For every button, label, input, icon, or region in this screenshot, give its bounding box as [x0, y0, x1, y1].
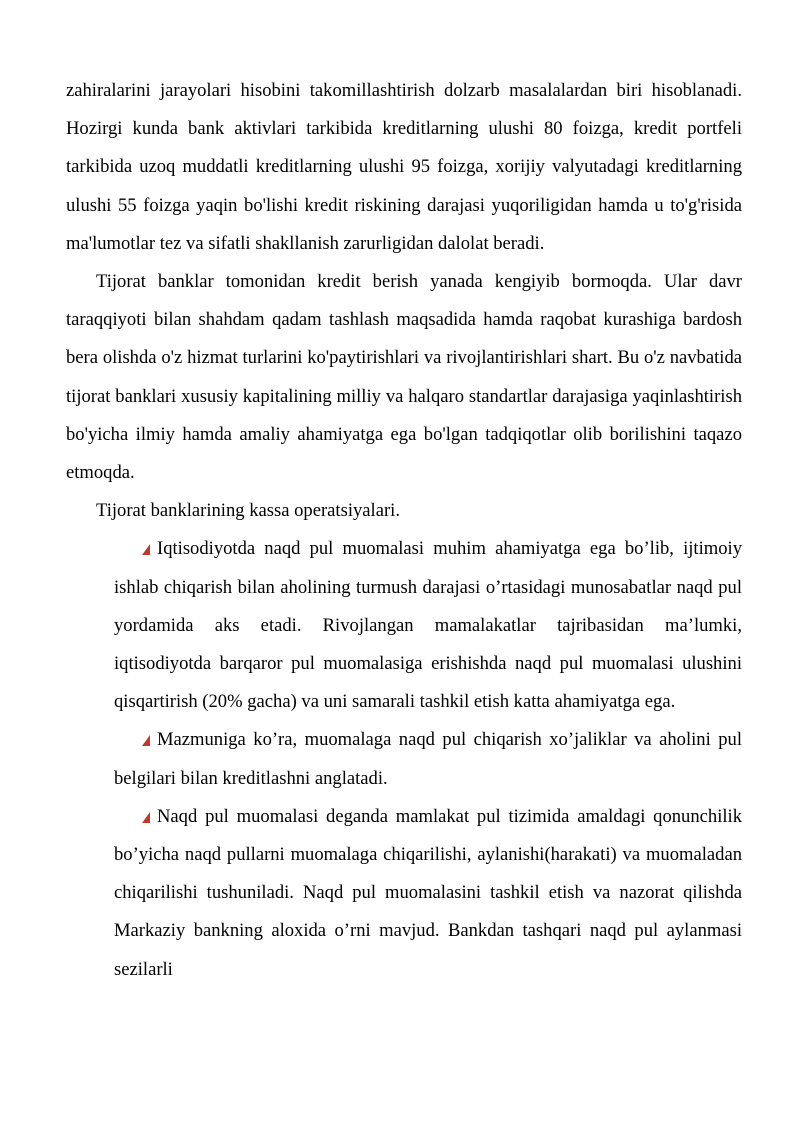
list-item — [114, 530, 742, 721]
section-heading-cash-operations: Tijorat banklarining kassa operatsiyalari. — [96, 500, 400, 522]
paragraph-credit-expansion: Tijorat banklar tomonidan kredit berish yanada kengiyib bormoqda. Ular davr taraqqiyoti bilan shahdam qadam tashlash maqsadida hamda raqobat kurashiga bardosh bera olishda o'z hizmat turlarini ko'paytirishlari va rivojlantirishlari shart. Bu o'z navbatida tijorat banklari xususiy kapitalining milliy va halqaro standartlar darajasiga yaqinlashtirish bo'yicha ilmiy hamda amaliy ahamiyatga ega bo'lgan tadqiqotlar olib borilishini taqazo etmoqda. — [66, 271, 742, 484]
bullet-text: Naqd pul muomalasi deganda mamlakat pul tizimida amaldagi qonunchilik bo’yicha naqd pullarni muomalaga chiqarilishi, aylanishi(harakati) va muomaladan chiqarilishi tushuniladi. Naqd pul muomalasini tashkil etish va nazorat qilishda Markaziy bankning aloxida o’rni mavjud. Bankdan tashqari naqd pul aylanmasi sezilarli — [114, 805, 742, 980]
paragraph-continuation: zahiralarini jarayolari hisobini takomillashtirish dolzarb masalalardan biri hisoblanadi. Hozirgi kunda bank aktivlari tarkibida kreditlarning ulushi 80 foizga, kredit portfeli tarkibida uzoq muddatli kreditlarning ulushi 95 foizga, xorijiy valyutadagi kreditlarning ulushi 55 foizga yaqin bo'lishi kredit riskining darajasi yuqoriligidan hamda u to'g'risida ma'lumotlar tez va sifatli shakllanish zarurligidan dalolat beradi. — [66, 80, 742, 254]
document-page — [66, 72, 742, 989]
red-bullet-icon — [142, 812, 150, 823]
list-item — [114, 721, 742, 797]
bullet-text: Iqtisodiyotda naqd pul muomalasi muhim ahamiyatga ega bo’lib, ijtimoiy ishlab chiqarish bilan aholining turmush darajasi o’rtasidagi munosabatlar naqd pul yordamida aks etadi. Rivojlangan mamalakatlar tajribasidan ma’lumki, iqtisodiyotda barqaror pul muomalasiga erishishda naqd pul muomalasi ulushini qisqartirish (20% gacha) va uni samarali tashkil etish katta ahamiyatga ega. — [114, 538, 742, 713]
red-bullet-icon — [142, 544, 150, 555]
bullet-list — [114, 530, 742, 988]
red-bullet-icon — [142, 735, 150, 746]
bullet-text: Mazmuniga ko’ra, muomalaga naqd pul chiqarish xo’jaliklar va aholini pul belgilari bilan kreditlashni anglatadi. — [114, 729, 742, 789]
list-item — [114, 798, 742, 989]
